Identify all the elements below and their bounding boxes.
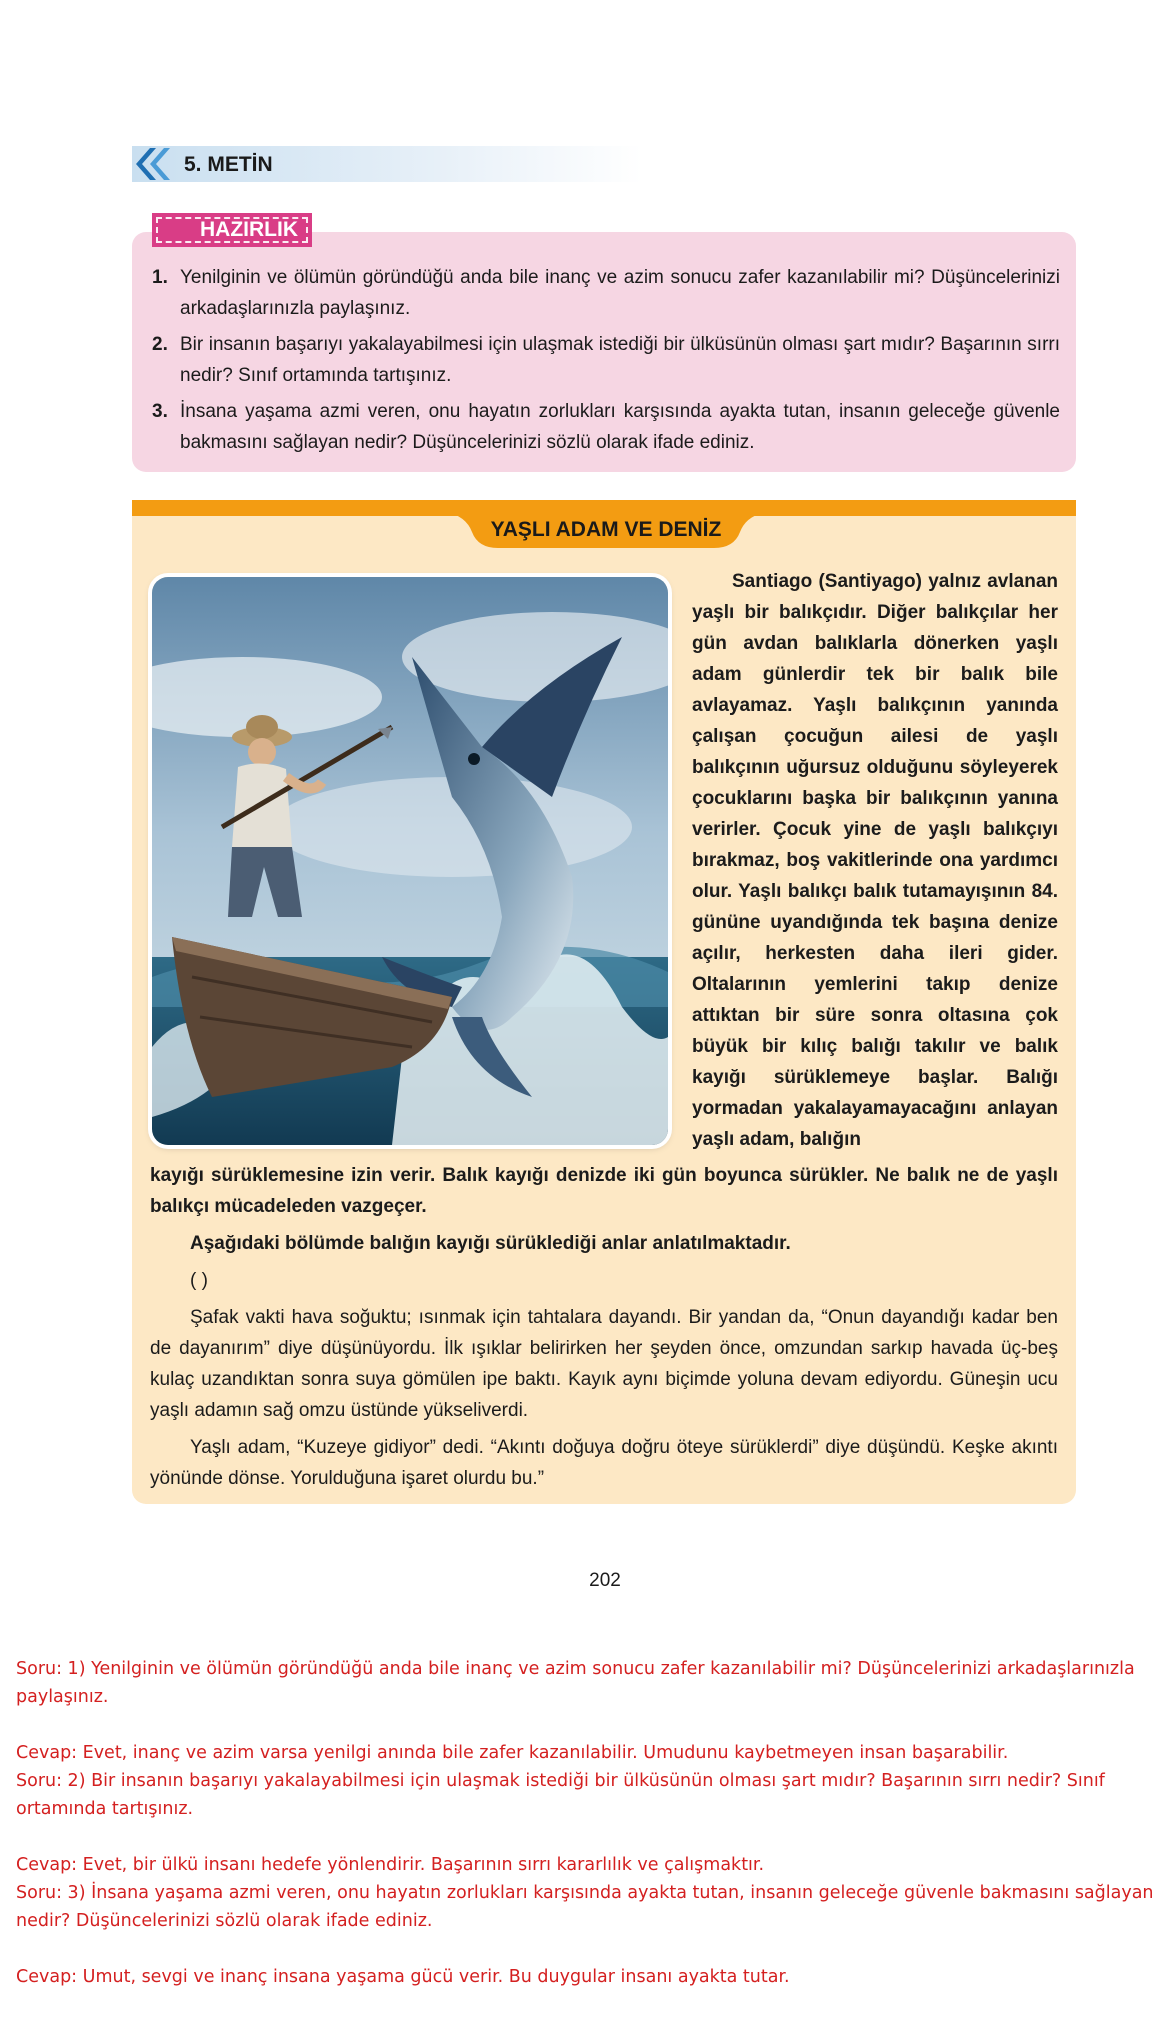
preparation-questions bbox=[152, 262, 1060, 463]
answer-1: Cevap: Evet, inanç ve azim varsa yenilgi anında bile zafer kazanılabilir. Umudunu kaybetmeyen insan başarabilir. bbox=[16, 1743, 1009, 1763]
question-number: 1. bbox=[152, 267, 168, 288]
intro-continuation: kayığı sürüklemesine izin verir. Balık kayığı denizde iki gün boyunca sürükler. Ne balık ne de yaşlı balıkçı mücadeleden vazgeçer. bbox=[150, 1165, 1058, 1217]
paren-marker: ( ) bbox=[190, 1270, 208, 1291]
question-number: 2. bbox=[152, 334, 168, 355]
page-number: 202 bbox=[589, 1570, 621, 1591]
reading-title-banner bbox=[446, 512, 766, 552]
preparation-question bbox=[152, 262, 1060, 324]
story-paragraph-2: Yaşlı adam, “Kuzeye gidiyor” dedi. “Akıntı doğuya doğru öteye sürüklerdi” diye düşündü. Keşke akıntı yönünde dönse. Yorulduğuna işaret olurdu bu.” bbox=[150, 1437, 1058, 1489]
preparation-question bbox=[152, 396, 1060, 458]
answer-3: Cevap: Umut, sevgi ve inanç insana yaşama gücü verir. Bu duygular insanı ayakta tutar. bbox=[16, 1967, 790, 1987]
double-chevron-icon bbox=[132, 146, 176, 182]
story-paragraph-1: Şafak vakti hava soğuktu; ısınmak için tahtalara dayandı. Bir yandan da, “Onun dayandığı kadar ben de dayanırım” diye düşünüyordu. İlk ışıklar belirirken her şeyden önce, omzundan sarkıp havada üç-beş kulaç uzandıktan sonra suya gömülen ipe baktı. Kayık aynı biçimde yoluna devam ediyordu. Güneşin ucu yaşlı adamın sağ omzu üstünde yükseliverdi. bbox=[150, 1307, 1058, 1421]
story-intro bbox=[692, 566, 1058, 1161]
question-text: Bir insanın başarıyı yakalayabilmesi için ulaşmak istediği bir ülküsünün olması şart mıdır? Başarının sırrı nedir? Sınıf ortamında tartışınız. bbox=[180, 334, 1060, 386]
question-text: İnsana yaşama azmi veren, onu hayatın zorlukları karşısında ayakta tutan, insanın geleceğe güvenle bakmasını sağlayan nedir? Düşüncelerinizi sözlü olarak ifade ediniz. bbox=[180, 401, 1060, 453]
section-header bbox=[132, 146, 642, 182]
question-text: Yenilginin ve ölümün göründüğü anda bile inanç ve azim sonucu zafer kazanılabilir mi? Düşüncelerinizi arkadaşlarınızla paylaşınız. bbox=[180, 267, 1060, 319]
intro-paragraph: Santiago (Santiyago) yalnız avlanan yaşlı bir balıkçıdır. Diğer balıkçılar her gün avdan balıklarla dönerken yaşlı adam günlerdir tek bir balık bile avlayamaz. Yaşlı balıkçının yanında çalışan çocuğun ailesi de yaşlı balıkçının uğursuz olduğunu söyleyerek çocuklarını başka bir balıkçının yanına verirler. Çocuk yine de yaşlı balıkçıyı bırakmaz, boş vakitlerinde ona yardımcı olur. Yaşlı balıkçı balık tutamayışının 84. gününe uyandığında tek başına denize açılır, herkesten daha ileri gider. Oltalarının yemlerini takıp denize attıktan bir süre sonra oltasına çok büyük bir kılıç balığı takılır ve balık kayığı sürüklemeye başlar. Balığı yormadan yakalayamayacağını anlayan yaşlı adam, balığın bbox=[692, 571, 1058, 1150]
qa-section bbox=[16, 1655, 1176, 1991]
story-body bbox=[150, 1160, 1058, 1500]
question-number: 3. bbox=[152, 401, 168, 422]
question-2: Soru: 2) Bir insanın başarıyı yakalayabilmesi için ulaşmak istediği bir ülküsünün olması şart mıdır? Başarının sırrı nedir? Sınıf ortamında tartışınız. bbox=[16, 1771, 1105, 1819]
lead-sentence: Aşağıdaki bölümde balığın kayığı sürüklediği anlar anlatılmaktadır. bbox=[190, 1233, 791, 1254]
preparation-tag: HAZIRLIK bbox=[152, 213, 312, 247]
question-1: Soru: 1) Yenilginin ve ölümün göründüğü anda bile inanç ve azim sonucu zafer kazanılabilir mi? Düşüncelerinizi arkadaşlarınızla paylaşınız. bbox=[16, 1659, 1135, 1707]
reading-title: YAŞLI ADAM VE DENİZ bbox=[490, 518, 722, 541]
fisherman-marlin-illustration bbox=[152, 577, 668, 1145]
preparation-question bbox=[152, 329, 1060, 391]
answer-2: Cevap: Evet, bir ülkü insanı hedefe yönlendirir. Başarının sırrı kararlılık ve çalışmaktır. bbox=[16, 1855, 765, 1875]
section-title: 5. METİN bbox=[184, 153, 273, 176]
question-3: Soru: 3) İnsana yaşama azmi veren, onu hayatın zorlukları karşısında ayakta tutan, insanın geleceğe güvenle bakmasını sağlayan nedir? Düşüncelerinizi sözlü olarak ifade ediniz. bbox=[16, 1883, 1154, 1931]
